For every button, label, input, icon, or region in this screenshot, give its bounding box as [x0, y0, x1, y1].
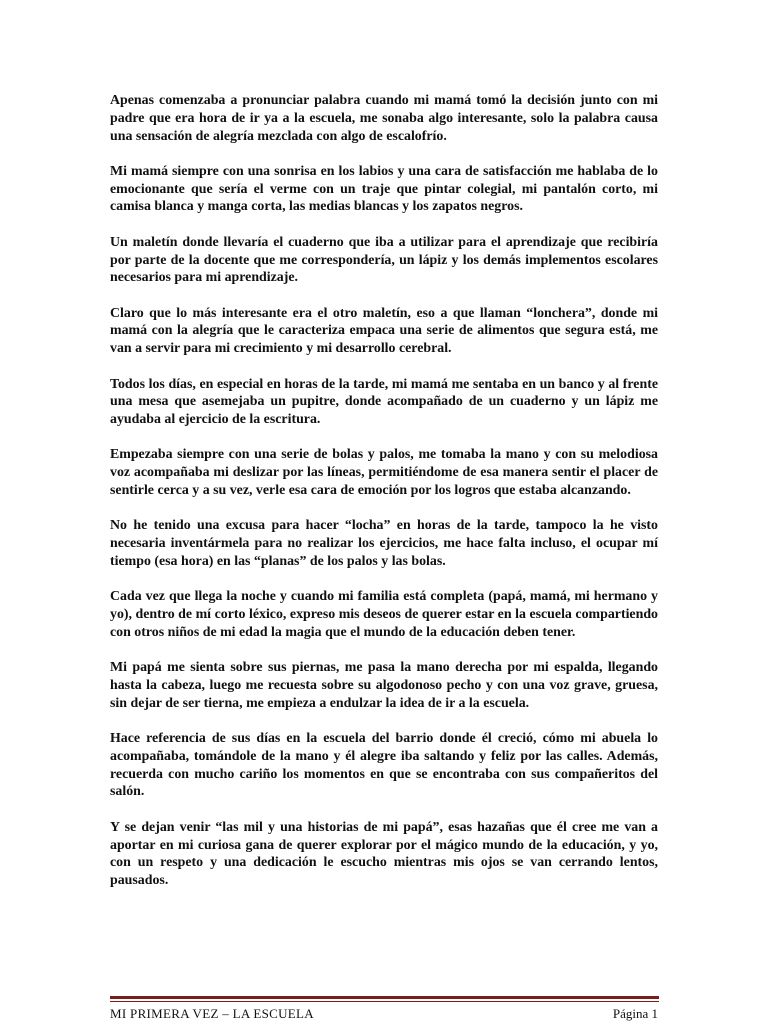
footer-page-number: Página 1 — [612, 1006, 658, 1021]
paragraph: Apenas comenzaba a pronunciar palabra cuando mi mamá tomó la decisión junto con mi padre que era hora de ir ya a la escuela, me sonaba algo interesante, solo la palabra causa una sensación de alegría mezclada con algo de escalofrío. — [110, 93, 658, 144]
paragraph: Hace referencia de sus días en la escuela del barrio donde él creció, cómo mi abuela lo acompañaba, tomándole de la mano y él alegre iba saltando y feliz por las calles. Además, recuerda con mucho cariño los momentos en que se encontraba con sus compañeritos del salón. — [110, 731, 658, 800]
document-body — [110, 92, 658, 907]
paragraph: Empezaba siempre con una serie de bolas y palos, me tomaba la mano y con su melodiosa voz acompañaba mi deslizar por las líneas, permitiéndome de esa manera sentir el placer de sentirle cerca y a su vez, verle esa cara de emoción por los logros que estaba alcanzando. — [110, 447, 658, 499]
footer-divider — [110, 996, 659, 999]
paragraph: Todos los días, en especial en horas de la tarde, mi mamá me sentaba en un banco y al frente una mesa que asemejaba un pupitre, donde acompañado de un cuaderno y un lápiz me ayudaba al ejercicio de la escritura. — [110, 376, 658, 428]
paragraph: Mi mamá siempre con una sonrisa en los labios y una cara de satisfacción me hablaba de lo emocionante que sería el verme con un traje que pintar colegial, mi pantalón corto, mi camisa blanca y manga corta, las medias blancas y los zapatos negros. — [110, 163, 658, 215]
paragraph: Y se dejan venir “las mil y una historias de mi papá”, esas hazañas que él cree me van a aportar en mi curiosa gana de querer explorar por el mágico mundo de la educación, y yo, con un respeto y una dedicación le escucho mientras mis ojos se van cerrando lentos, pausados. — [110, 819, 658, 889]
paragraph: No he tenido una excusa para hacer “locha” en horas de la tarde, tampoco la he visto necesaria inventármela para no realizar los ejercicios, me hace falta incluso, el ocupar mí tiempo (esa hora) en las “planas” de los palos y las bolas. — [110, 518, 658, 569]
paragraph: Mi papá me sienta sobre sus piernas, me pasa la mano derecha por mi espalda, llegando hasta la cabeza, luego me recuesta sobre su algodonoso pecho y con una voz grave, gruesa, sin dejar de ser tierna, me empieza a endulzar la idea de ir a la escuela. — [110, 660, 658, 711]
footer-divider-thin — [110, 1001, 659, 1002]
paragraph: Un maletín donde llevaría el cuaderno que iba a utilizar para el aprendizaje que recibiría por parte de la docente que me correspondería, un lápiz y los demás implementos escolares necesarios para mi aprendizaje. — [110, 234, 658, 286]
footer-document-title: MI PRIMERA VEZ – LA ESCUELA — [110, 1006, 314, 1021]
paragraph: Claro que lo más interesante era el otro maletín, eso a que llaman “lonchera”, donde mi mamá con la alegría que le caracteriza empaca una serie de alimentos que segura está, me van a servir para mi crecimiento y mi desarrollo cerebral. — [110, 305, 658, 357]
paragraph: Cada vez que llega la noche y cuando mi familia está completa (papá, mamá, mi hermano y yo), dentro de mí corto léxico, expreso mis deseos de querer estar en la escuela compartiendo con otros niños de mi edad la magia que el mundo de la educación deben tener. — [110, 589, 658, 640]
